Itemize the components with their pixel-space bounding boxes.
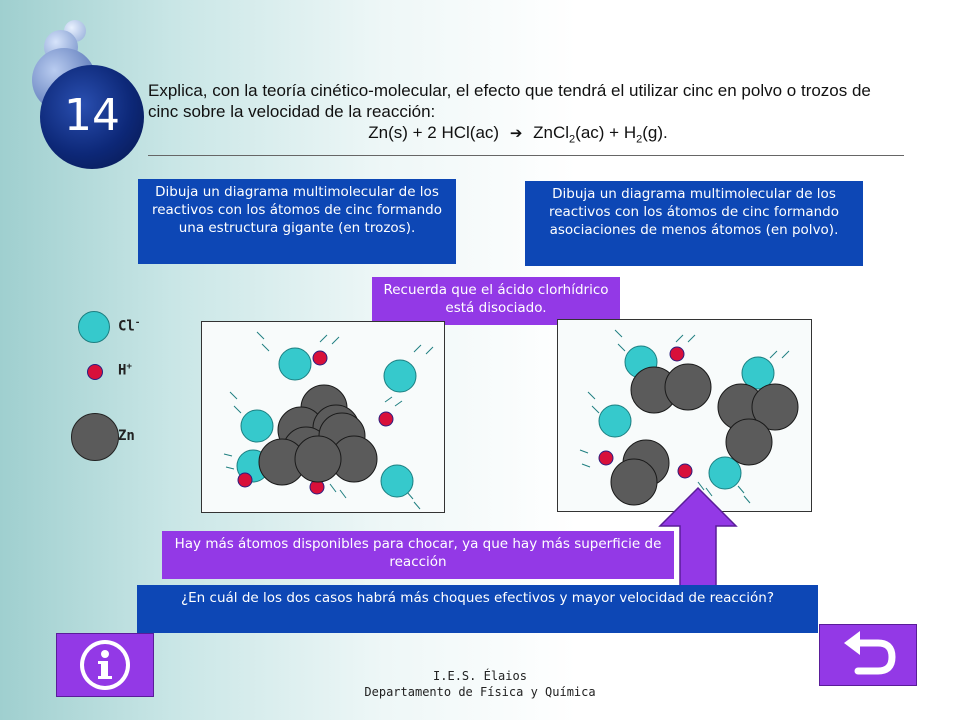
info-button[interactable] bbox=[56, 633, 154, 697]
slide-number: 14 bbox=[64, 90, 120, 141]
reminder-box: Recuerda que el ácido clorhídrico está disociado. bbox=[372, 277, 620, 325]
legend-cl-charge: - bbox=[134, 318, 141, 328]
legend-cl-text: Cl bbox=[118, 318, 135, 335]
question-line: Explica, con la teoría cinético-molecular, el efecto que tendrá el utilizar cinc en polvo o trozos de cinc sobre la velocidad de la reacción: bbox=[148, 81, 871, 121]
legend-h-text: H bbox=[118, 362, 127, 379]
back-button[interactable] bbox=[819, 624, 917, 686]
instruction-left: Dibuja un diagrama multimolecular de los reactivos con los átomos de cinc formando una estructura gigante (en trozos). bbox=[138, 179, 456, 264]
return-arrow-icon bbox=[820, 625, 916, 685]
legend-h-charge: + bbox=[126, 362, 132, 372]
footer-school: I.E.S. Élaios bbox=[433, 669, 527, 683]
diagram-chunks-svg bbox=[202, 322, 446, 514]
equation-subscript: 2 bbox=[636, 133, 643, 146]
answer-box: Hay más átomos disponibles para chocar, ya que hay más superficie de reacción bbox=[162, 531, 674, 579]
legend-zn-label: Zn bbox=[118, 428, 135, 444]
equation-reactants: Zn(s) + 2 HCl(ac) bbox=[368, 123, 500, 142]
equation-end: (g). bbox=[642, 123, 668, 142]
diagram-powder-svg bbox=[558, 320, 813, 513]
equation-product-h: (ac) + H bbox=[575, 123, 637, 142]
diagram-panel-powder bbox=[557, 319, 812, 512]
legend-cl-label bbox=[118, 318, 140, 335]
equation-product-zncl: ZnCl bbox=[533, 123, 570, 142]
equation bbox=[148, 122, 888, 150]
legend-cl-icon bbox=[78, 311, 110, 343]
question-text bbox=[148, 80, 888, 150]
footer-department: Departamento de Física y Química bbox=[364, 685, 596, 699]
legend-zn-icon bbox=[71, 413, 119, 461]
title-divider bbox=[148, 155, 904, 156]
footer bbox=[250, 668, 710, 700]
diagram-panel-chunks bbox=[201, 321, 445, 513]
arrow-icon: ➔ bbox=[509, 125, 523, 142]
instruction-right: Dibuja un diagrama multimolecular de los reactivos con los átomos de cinc formando asociaciones de menos átomos (en polvo). bbox=[525, 181, 863, 266]
equation-subscript: 2 bbox=[569, 133, 576, 146]
final-question: ¿En cuál de los dos casos habrá más choques efectivos y mayor velocidad de reacción? bbox=[137, 585, 818, 633]
info-icon bbox=[57, 634, 153, 696]
up-arrow-icon bbox=[658, 486, 738, 592]
zn-chunk bbox=[259, 385, 377, 485]
zn-clusters bbox=[611, 364, 798, 505]
legend-h-label bbox=[118, 362, 132, 379]
slide-number-badge bbox=[40, 65, 144, 169]
legend-h-icon bbox=[87, 364, 103, 380]
